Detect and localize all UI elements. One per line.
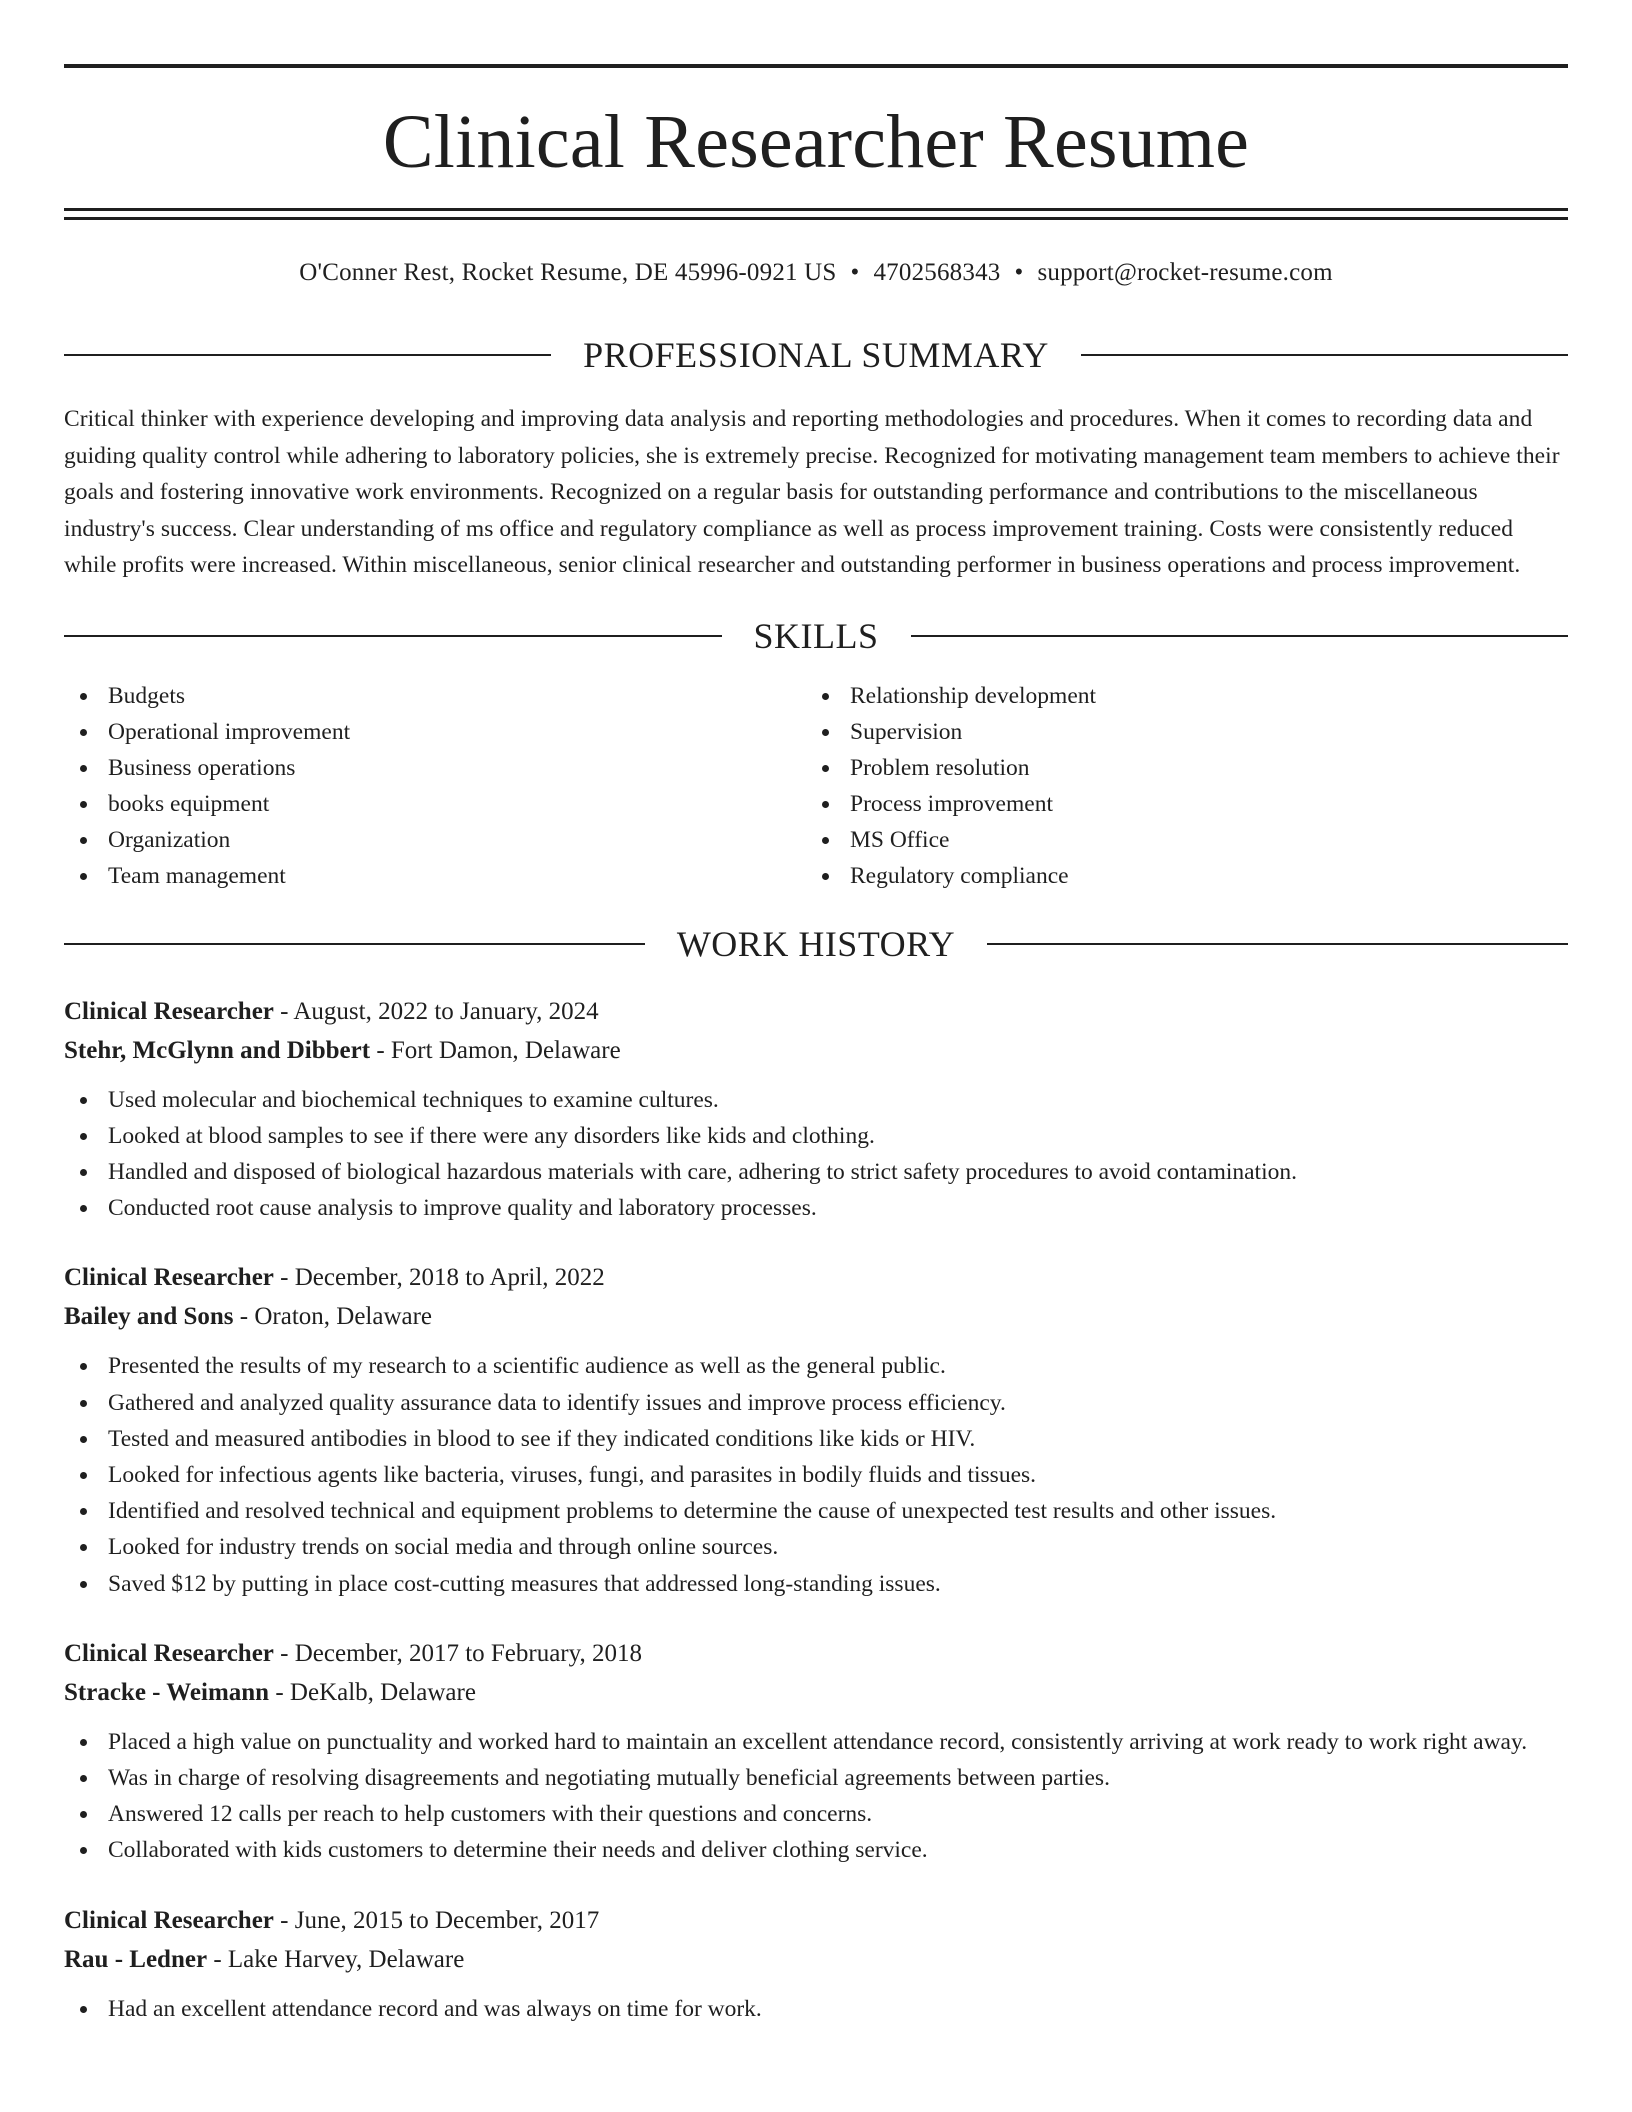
contact-separator: • — [1014, 259, 1024, 286]
job-title-line — [64, 1901, 1568, 1940]
skill-item: MS Office — [806, 822, 1548, 858]
contact-email: support@rocket-resume.com — [1037, 259, 1333, 286]
job-bullet: Looked for industry trends on social media and through online sources. — [64, 1529, 1568, 1565]
contact-line — [64, 260, 1568, 285]
job-location: - Lake Harvey, Delaware — [207, 1945, 465, 1973]
resume-title: Clinical Researcher Resume — [382, 100, 1250, 184]
job-entry — [64, 1258, 1568, 1601]
heading-rule-right — [1081, 354, 1568, 356]
skill-item: Relationship development — [806, 678, 1548, 714]
job-company-line — [64, 1673, 1568, 1712]
job-bullets — [64, 1991, 1568, 2027]
skill-item: Organization — [64, 822, 806, 858]
job-entry — [64, 1901, 1568, 2027]
job-company: Stehr, McGlynn and Dibbert — [64, 1036, 371, 1064]
contact-phone: 4702568343 — [873, 259, 1001, 286]
skills-column-left — [64, 678, 806, 894]
job-bullet: Handled and disposed of biological hazardous materials with care, adhering to strict safety procedures to avoid contamination. — [64, 1154, 1568, 1190]
title-rule-upper — [64, 208, 1568, 211]
job-bullet: Placed a high value on punctuality and worked hard to maintain an excellent attendance record, consistently arriving at work ready to work right away. — [64, 1724, 1568, 1760]
skills-heading-label: SKILLS — [753, 615, 879, 656]
contact-address: O'Conner Rest, Rocket Resume, DE 45996-0921 US — [299, 259, 837, 286]
job-bullet: Collaborated with kids customers to determine their needs and deliver clothing service. — [64, 1832, 1568, 1868]
heading-rule-right — [911, 635, 1569, 637]
job-bullet: Was in charge of resolving disagreements and negotiating mutually beneficial agreements between parties. — [64, 1760, 1568, 1796]
job-bullet: Had an excellent attendance record and was always on time for work. — [64, 1991, 1568, 2027]
summary-heading-label: PROFESSIONAL SUMMARY — [583, 335, 1049, 375]
job-dates: - December, 2017 to February, 2018 — [273, 1639, 643, 1667]
job-location: - Fort Damon, Delaware — [370, 1036, 621, 1064]
job-dates: - June, 2015 to December, 2017 — [273, 1906, 600, 1934]
title-rule-lower — [64, 217, 1568, 220]
job-company-line — [64, 1297, 1568, 1336]
job-company-line — [64, 1031, 1568, 1070]
work-heading-label: WORK HISTORY — [676, 923, 956, 964]
skill-item: Supervision — [806, 714, 1548, 750]
summary-section-heading — [64, 337, 1568, 373]
summary-text: Critical thinker with experience developing and improving data analysis and reporting methodologies and procedures. When it comes to recording data and guiding quality control while adhering to laboratory policies, she is extremely precise. Recognized for motivating management team members to achieve their goals and fostering innovative work environments. Recognized on a regular basis for outstanding performance and contributions to the miscellaneous industry's success. Clear understanding of ms office and regulatory compliance as well as process improvement training. Costs were consistently reduced while profits were increased. Within miscellaneous, senior clinical researcher and outstanding performer in business operations and process improvement. — [64, 406, 1560, 578]
job-company: Rau - Ledner — [64, 1945, 208, 1973]
job-title-line — [64, 1258, 1568, 1297]
skills-list — [64, 678, 1568, 894]
heading-rule-right — [987, 943, 1568, 945]
job-bullet: Used molecular and biochemical techniques to examine cultures. — [64, 1082, 1568, 1118]
skill-item: Budgets — [64, 678, 806, 714]
job-title: Clinical Researcher — [64, 997, 274, 1025]
job-bullet: Conducted root cause analysis to improve quality and laboratory processes. — [64, 1190, 1568, 1226]
job-company: Bailey and Sons — [64, 1303, 234, 1331]
job-bullet: Answered 12 calls per reach to help customers with their questions and concerns. — [64, 1796, 1568, 1832]
job-entry — [64, 992, 1568, 1227]
job-bullet: Looked at blood samples to see if there were any disorders like kids and clothing. — [64, 1118, 1568, 1154]
job-location: - DeKalb, Delaware — [269, 1678, 476, 1706]
job-title: Clinical Researcher — [64, 1639, 274, 1667]
job-title-line — [64, 1634, 1568, 1673]
skill-item: Process improvement — [806, 786, 1548, 822]
skill-item: Business operations — [64, 750, 806, 786]
job-entry — [64, 1634, 1568, 1869]
skills-section-heading — [64, 615, 1568, 656]
skill-item: Problem resolution — [806, 750, 1548, 786]
skill-item: Regulatory compliance — [806, 858, 1548, 894]
job-dates: - December, 2018 to April, 2022 — [273, 1264, 605, 1292]
job-bullets — [64, 1082, 1568, 1227]
contact-separator: • — [850, 259, 860, 286]
job-bullet: Looked for infectious agents like bacteria, viruses, fungi, and parasites in bodily fluids and tissues. — [64, 1457, 1568, 1493]
top-rule — [64, 64, 1568, 68]
heading-rule-left — [64, 635, 722, 637]
job-company: Stracke - Weimann — [64, 1678, 270, 1706]
job-bullets — [64, 1724, 1568, 1869]
job-company-line — [64, 1940, 1568, 1979]
job-location: - Oraton, Delaware — [233, 1303, 433, 1331]
skills-column-right — [806, 678, 1548, 894]
job-bullet: Identified and resolved technical and equipment problems to determine the cause of unexpected test results and other issues. — [64, 1493, 1568, 1529]
skill-item: Team management — [64, 858, 806, 894]
job-bullets — [64, 1348, 1568, 1601]
job-bullet: Tested and measured antibodies in blood to see if they indicated conditions like kids or HIV. — [64, 1421, 1568, 1457]
job-title-line — [64, 992, 1568, 1031]
job-dates: - August, 2022 to January, 2024 — [273, 997, 599, 1025]
skill-item: books equipment — [64, 786, 806, 822]
resume-page — [64, 64, 1568, 2027]
job-bullet: Gathered and analyzed quality assurance data to identify issues and improve process efficiency. — [64, 1385, 1568, 1421]
job-title: Clinical Researcher — [64, 1906, 274, 1934]
heading-rule-left — [64, 943, 645, 945]
skill-item: Operational improvement — [64, 714, 806, 750]
job-bullet: Saved $12 by putting in place cost-cutting measures that addressed long-standing issues. — [64, 1566, 1568, 1602]
job-title: Clinical Researcher — [64, 1264, 274, 1292]
work-section-heading — [64, 923, 1568, 964]
heading-rule-left — [64, 354, 551, 356]
job-bullet: Presented the results of my research to a scientific audience as well as the general public. — [64, 1348, 1568, 1384]
